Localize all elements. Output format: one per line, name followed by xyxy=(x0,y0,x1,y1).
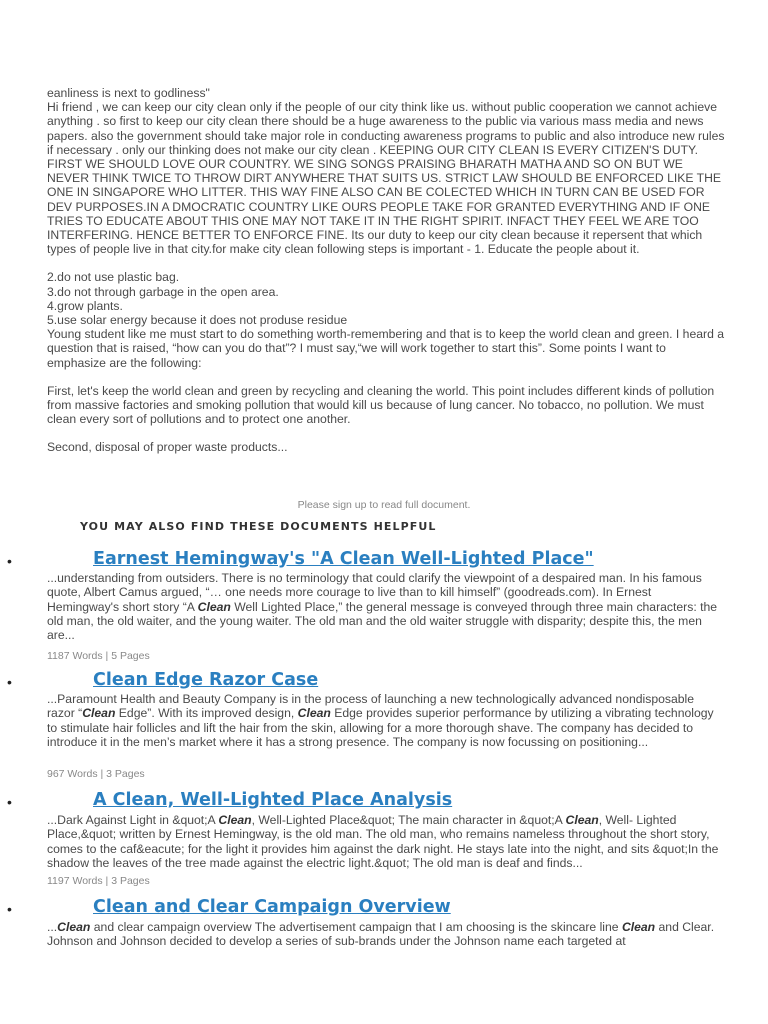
essay-list-item: 3.do not through garbage in the open area. xyxy=(47,284,279,299)
bullet-icon: • xyxy=(7,553,12,569)
essay-list-item: 4.grow plants. xyxy=(47,298,123,313)
bullet-icon: • xyxy=(7,901,12,917)
essay-paragraph: Hi friend , we can keep our city clean only if the people of our city think like us. without public cooperation we cannot achieve anything . so first to keep our city clean there should be a huge awareness to the public via various mass media and news papers. also the government should take major role in conducting awareness programs to public and also introduce new rules if necessary . only our thinking does not make our city clean . KEEPING OUR CITY CLEAN IS EVERY CITIZEN'S DUTY. FIRST WE SHOULD LOVE OUR COUNTRY. WE SING SONGS PRAISING BHARATH MATHA AND SO ON BUT WE NEVER THINK TWICE TO THROW DIRT ANYWHERE THAT SUITS US. STRICT LAW SHOULD BE ENFORCED LIKE THE ONE IN SINGAPORE WHO LITTER. THIS WAY FINE ALSO CAN BE COLECTED WHICH IN TURN CAN BE USED FOR DEV PURPOSES.IN A DMOCRATIC COUNTRY LIKE OURS PEOPLE TAKE FOR GRANTED EVERYTHING AND IF ONE TRIES TO EDUCATE ABOUT THIS ONE MAY NOT TAKE IT IN THE RIGHT SPIRIT. INFACT THEY FEEL WE ARE TOO INTERFERING. HENCE BETTER TO ENFORCE FINE. Its our duty to keep our city clean because it repersent that which types of people live in that city.for make city clean following steps is important - 1. Educate the people about it. xyxy=(47,100,725,257)
document-meta: 1187 Words | 5 Pages xyxy=(47,650,150,662)
document-title-link[interactable]: Earnest Hemingway's "A Clean Well-Lighted Place" xyxy=(93,549,594,569)
document-title-link[interactable]: A Clean, Well-Lighted Place Analysis xyxy=(93,790,453,810)
bullet-icon: • xyxy=(7,794,12,810)
document-meta: 967 Words | 3 Pages xyxy=(47,768,145,780)
essay-paragraph: First, let's keep the world clean and green by recycling and cleaning the world. This point includes different kinds of pollution from massive factories and smoking pollution that would kill us because of lung cancer. No tobacco, no pollution. We must clean every sort of pollutions and to protect one another. xyxy=(47,383,715,427)
essay-list-item: 5.use solar energy because it does not produse residue xyxy=(47,313,348,328)
document-title-link[interactable]: Clean Edge Razor Case xyxy=(93,670,319,690)
document-meta: 1197 Words | 3 Pages xyxy=(47,875,150,887)
document-excerpt: ...Dark Against Light in &quot;A Clean, Well-Lighted Place&quot; The main character in &quot;A Clean, Well- Lighted Place,&quot; written by Ernest Hemingway, is the old man. The old man, who remains nameless throughout the short story, comes to the caf&eacute; for the light it provides him against the dark night. He stays late into the night, and sits &quot;In the shadow the leaves of the tree made against the electric light.&quot; The old man is deaf and finds... xyxy=(47,813,719,870)
essay-preview xyxy=(47,86,727,455)
essay-paragraph: Second, disposal of proper waste products... xyxy=(47,440,288,455)
document-excerpt: ...understanding from outsiders. There is no terminology that could clarify the viewpoint of a despaired man. In his famous quote, Albert Camus argued, “… one needs more courage to live than to kill himself” (goodreads.com). In Ernest Hemingway's short story “A Clean Well Lighted Place,” the general message is conveyed through three main characters: the old man, the old waiter, and the young waiter. The old man and the old waiter struggle with disparity; despite this, the men are... xyxy=(47,571,718,643)
essay-list-item: 2.do not use plastic bag. xyxy=(47,270,180,285)
bullet-icon: • xyxy=(7,674,12,690)
document-excerpt: ...Clean and clear campaign overview The advertisement campaign that I am choosing is the skincare line Clean and Clear. Johnson and Johnson decided to develop a series of sub-brands under the Johnson name each targeted at xyxy=(47,920,715,949)
helpful-documents-heading: YOU MAY ALSO FIND THESE DOCUMENTS HELPFUL xyxy=(80,520,437,533)
signup-prompt[interactable]: Please sign up to read full document. xyxy=(297,499,471,511)
essay-paragraph: eanliness is next to godliness" xyxy=(47,86,210,100)
document-excerpt: ...Paramount Health and Beauty Company is in the process of launching a new technologically advanced nondisposable razor “Clean Edge”. With its improved design, Clean Edge provides superior performance by utilizing a vibrating technology to stimulate hair follicles and lift the hair from the skin, allowing for a more thorough shave. The company has decided to introduce it in the men’s market where it has a strong presence. The company is now focussing on positioning... xyxy=(47,692,714,749)
document-title-link[interactable]: Clean and Clear Campaign Overview xyxy=(93,897,451,917)
essay-paragraph: Young student like me must start to do something worth-remembering and that is to keep the world clean and green. I heard a question that is raised, “how can you do that”? I must say,“we will work together to start this”. Some points I want to emphasize are the following: xyxy=(47,327,725,370)
